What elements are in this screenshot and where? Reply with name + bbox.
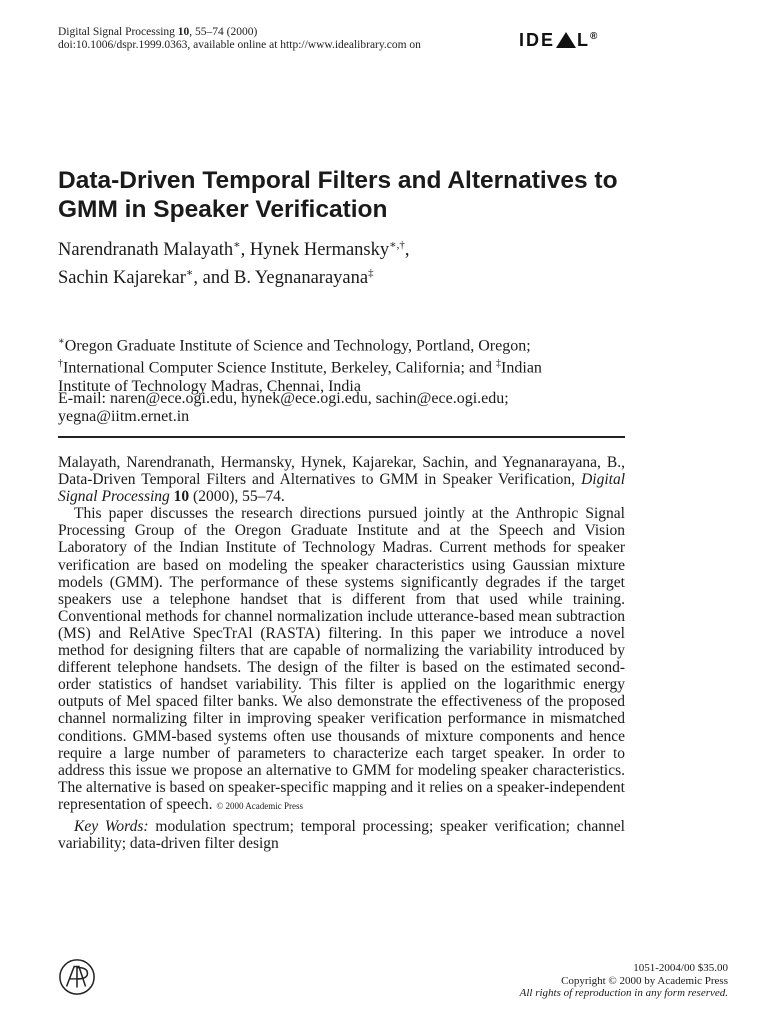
citation-rest: (2000), 55–74. — [189, 488, 285, 506]
keywords-paragraph — [58, 818, 625, 852]
ideal-logo-left: IDE — [519, 30, 556, 50]
ideal-logo-right: L — [577, 30, 591, 50]
author-3-mark: ∗ — [185, 267, 194, 280]
affiliation-2: International Computer Science Institute, Berkeley, California; and — [63, 359, 497, 377]
citation-journal: Digital Signal Processing — [58, 471, 625, 506]
affiliations — [58, 333, 718, 396]
ideal-logo-triangle-icon — [556, 32, 576, 48]
journal-citation-line — [58, 26, 257, 39]
affiliation-mark-3: ‡ — [496, 358, 502, 370]
keywords-label: Key Words: — [74, 817, 149, 835]
ideal-logo — [519, 30, 597, 51]
affiliation-1: Oregon Graduate Institute of Science and Technology, Portland, Oregon; — [64, 337, 531, 355]
email-line-1: E-mail: naren@ece.ogi.edu, hynek@ece.ogi.edu, sachin@ece.ogi.edu; — [58, 390, 509, 407]
author-list — [58, 234, 698, 290]
journal-pages-year: , 55–74 (2000) — [189, 26, 258, 38]
author-separator: , and — [193, 268, 234, 289]
author-1: Narendranath Malayath — [58, 240, 234, 261]
author-3: Sachin Kajarekar — [58, 268, 186, 289]
affiliation-3-end: Institute of Technology Madras, Chennai, India — [58, 377, 361, 395]
author-2: Hynek Hermansky — [249, 240, 390, 261]
abstract-block — [58, 454, 625, 852]
journal-name: Digital Signal Processing — [58, 26, 175, 38]
paper-title — [58, 166, 718, 224]
journal-volume: 10 — [177, 26, 190, 38]
email-line-2: yegna@iitm.ernet.in — [58, 408, 190, 425]
ideal-logo-registered: ® — [590, 31, 598, 42]
author-4: B. Yegnanarayana — [233, 268, 369, 289]
copyright-footer — [520, 962, 728, 1000]
abstract-paragraph — [58, 505, 625, 815]
copyright-line: Copyright © 2000 by Academic Press — [561, 974, 728, 987]
paper-title-line-2: GMM in Speaker Verification — [58, 196, 388, 223]
affiliation-3-start: Indian — [501, 359, 542, 377]
author-separator: , — [404, 240, 410, 261]
doi-line: doi:10.1006/dspr.1999.0363, available online at http://www.idealibrary.com on — [58, 39, 421, 51]
author-4-mark: ‡ — [368, 267, 374, 280]
affiliation-mark-2: † — [58, 358, 63, 370]
affiliation-mark-1: ∗ — [58, 336, 65, 347]
header-divider — [58, 436, 625, 438]
citation-volume: 10 — [173, 488, 190, 506]
citation-paragraph — [58, 454, 625, 505]
citation-text: Malayath, Narendranath, Hermansky, Hynek, Kajarekar, Sachin, and Yegnanarayana, B., Data-Driven Temporal Filters and Alternatives to GMM in Speaker Verification, — [58, 454, 625, 489]
author-1-mark: ∗ — [233, 239, 241, 251]
price-code: 1051-2004/00 $35.00 — [633, 962, 728, 974]
author-emails — [58, 390, 718, 426]
author-separator: , — [240, 240, 250, 261]
paper-title-line-1: Data-Driven Temporal Filters and Alternatives to — [58, 167, 618, 194]
press-copyright-note: © 2000 Academic Press — [216, 800, 303, 811]
rights-line: All rights of reproduction in any form reserved. — [519, 987, 728, 999]
abstract-text: This paper discusses the research directions pursued jointly at the Anthropic Signal Processing Group of the Oregon Graduate Institute and at the Speech and Vision Laboratory of the Indian Institute of Technology Madras. Current methods for speaker verification are based on modeling the speaker characteristics using Gaussian mixture models (GMM). The performance of these systems significantly degrades if the target speakers use a telephone handset that is different from that used while training. Conventional methods for channel normalization include utterance-based mean subtraction (MS) and RelAtive SpecTrAl (RASTA) filtering. In this paper we introduce a novel method for designing filters that are capable of normalizing the variability introduced by different telephone handsets. The design of the filter is based on the estimated second-order statistics of handset variability. This filter is applied on the logarithmic energy outputs of Mel spaced filter banks. We also demonstrate the effectiveness of the proposed channel normalizing filter in improving speaker verification performance in mismatched conditions. GMM-based systems often use thousands of mixture components and hence require a large number of parameters to characterize each target speaker. In order to address this issue we propose an alternative to GMM for modeling speaker characteristics. The alternative is based on speaker-specific mapping and it relies on a speaker-independent representation of speech. — [58, 505, 625, 813]
author-2-mark: ∗,† — [389, 239, 405, 251]
academic-press-logo-icon — [58, 958, 96, 996]
keywords-text: modulation spectrum; temporal processing; speaker verification; channel variability; data-driven filter design — [58, 817, 625, 853]
